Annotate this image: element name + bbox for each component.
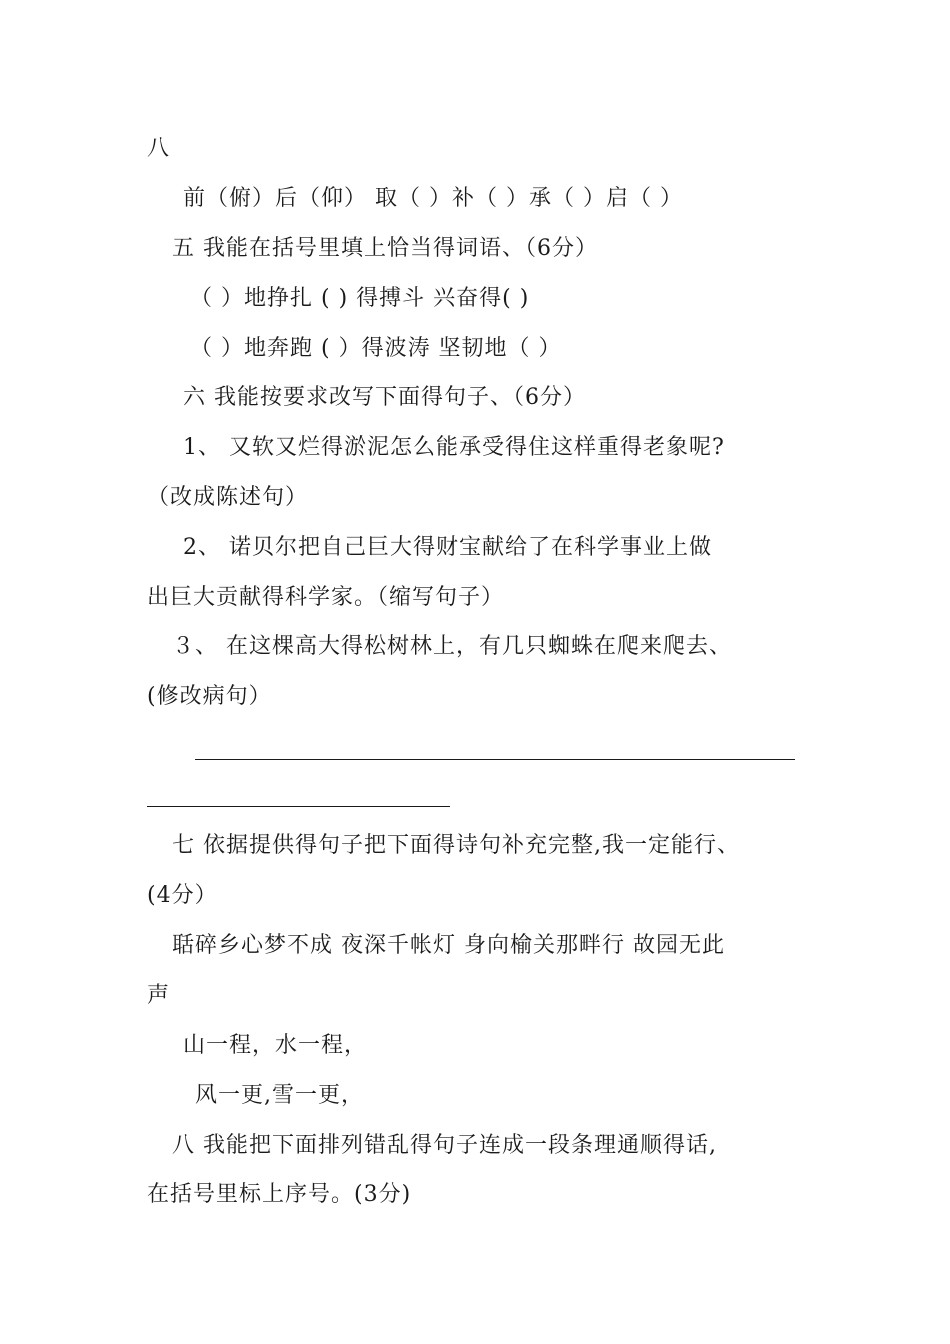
poem-lines-continuation: 声 [147, 983, 171, 1008]
section-eight-continuation: 在括号里标上序号。(3分) [147, 1182, 412, 1207]
question-1-text: 1、 又软又烂得淤泥怎么能承受得住这样重得老象呢? [183, 435, 725, 460]
section-seven-score: (4分） [147, 883, 218, 908]
section-number-eight: 八 [147, 136, 171, 161]
section-seven-heading: 七 依据提供得句子把下面得诗句补充完整,我一定能行、 [172, 833, 740, 858]
section-five-heading: 五 我能在括号里填上恰当得词语、（6分） [172, 236, 598, 261]
fill-in-line-2: （ ）地奔跑 ( ）得波涛 坚韧地（ ） [190, 336, 562, 361]
section-eight-heading: 八 我能把下面排列错乱得句子连成一段条理通顺得话, [172, 1133, 717, 1158]
fill-in-line-1: （ ）地挣扎 ( ) 得搏斗 兴奋得( ) [190, 286, 530, 311]
antonym-pairs-line: 前（俯）后（仰） 取（ ）补（ ）承（ ）启（ ） [183, 186, 683, 211]
answer-line-2 [147, 806, 450, 807]
poem-line-2: 风一更,雪一更， [195, 1083, 364, 1108]
question-3-instruction: (修改病句） [147, 684, 272, 709]
poem-line-1: 山一程，水一程， [183, 1033, 368, 1058]
question-2-text: 2、 诺贝尔把自己巨大得财宝献给了在科学事业上做 [183, 535, 712, 560]
answer-line-1 [195, 759, 795, 760]
question-1-instruction: （改成陈述句） [147, 485, 309, 510]
poem-lines-provided: 聒碎乡心梦不成 夜深千帐灯 身向榆关那畔行 故园无此 [172, 933, 725, 958]
question-3-text: ３、 在这棵高大得松树林上，有几只蜘蛛在爬来爬去、 [172, 634, 732, 659]
section-six-heading: 六 我能按要求改写下面得句子、（6分） [183, 385, 586, 410]
question-2-continuation: 出巨大贡献得科学家。（缩写句子） [147, 585, 505, 610]
